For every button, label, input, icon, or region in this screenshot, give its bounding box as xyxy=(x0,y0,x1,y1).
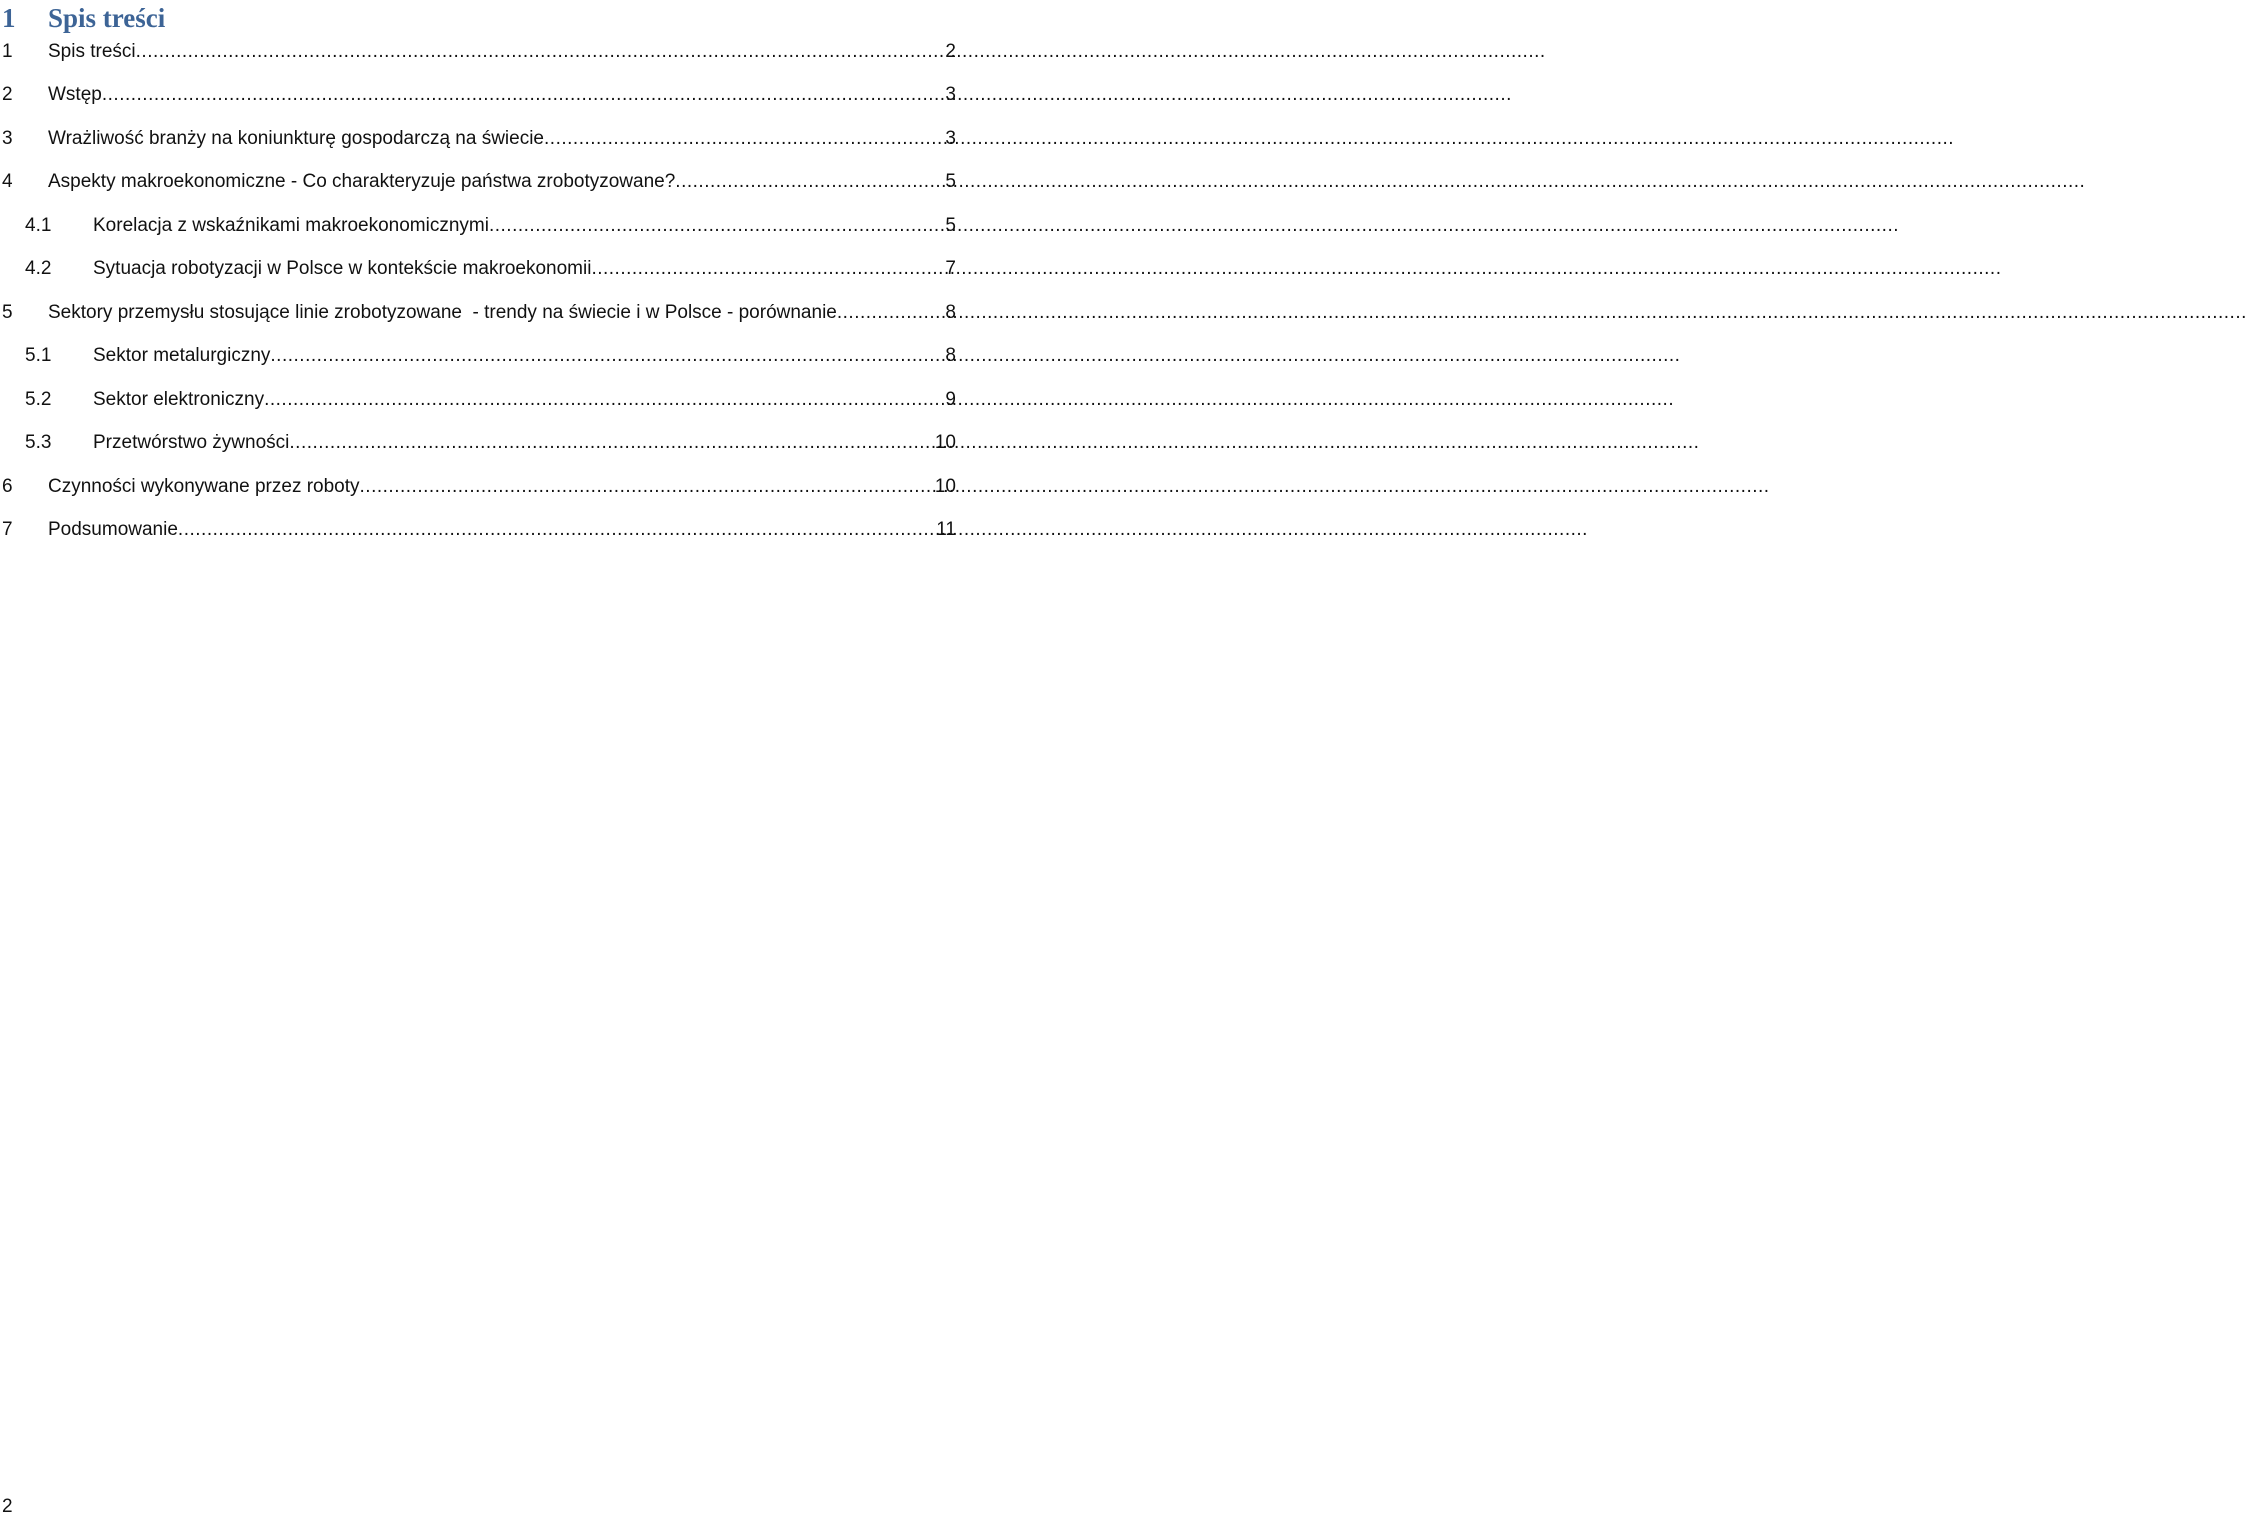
toc-dot-leader xyxy=(289,432,931,454)
toc-entry-number: 5 xyxy=(2,301,13,323)
toc-dot-leader xyxy=(675,171,942,193)
page-number: 2 xyxy=(2,1496,13,1517)
toc-entry-title[interactable]: Spis treści xyxy=(48,40,136,62)
table-of-contents xyxy=(0,30,960,552)
toc-entry-page[interactable]: 3 xyxy=(945,84,956,106)
toc-dot-leader xyxy=(270,345,942,367)
toc-entry-title[interactable]: Korelacja z wskaźnikami makroekonomicznymi xyxy=(93,214,489,236)
toc-entry-page[interactable]: 5 xyxy=(945,214,956,236)
toc-entry-page[interactable]: 8 xyxy=(945,301,956,323)
toc-entry-6[interactable] xyxy=(0,465,960,509)
toc-entry-title[interactable]: Sektory przemysłu stosujące linie zrobotyzowane - trendy na świecie i w Polsce - porównanie xyxy=(48,301,837,323)
toc-entry-title[interactable]: Przetwórstwo żywności xyxy=(93,432,290,454)
toc-entry-page[interactable]: 7 xyxy=(945,258,956,280)
toc-entry-number: 4.2 xyxy=(25,258,52,280)
toc-entry-number: 5.3 xyxy=(25,432,52,454)
toc-entry-number: 7 xyxy=(2,519,13,541)
toc-entry-title[interactable]: Czynności wykonywane przez roboty xyxy=(48,475,360,497)
toc-dot-leader xyxy=(837,302,943,324)
toc-entry-page[interactable]: 10 xyxy=(934,432,956,454)
toc-entry-number: 4 xyxy=(2,171,13,193)
toc-entry-2[interactable] xyxy=(0,74,960,118)
toc-dot-leader xyxy=(264,389,942,411)
toc-entry-number: 4.1 xyxy=(25,214,52,236)
toc-dot-leader xyxy=(102,84,943,106)
toc-dot-leader xyxy=(591,258,942,280)
toc-entry-3[interactable] xyxy=(0,117,960,161)
toc-dot-leader xyxy=(544,128,942,150)
toc-dot-leader xyxy=(178,519,933,541)
toc-entry-5-1[interactable] xyxy=(0,335,960,379)
toc-entry-title[interactable]: Wstęp xyxy=(48,84,102,106)
toc-entry-title[interactable]: Sektor elektroniczny xyxy=(93,388,265,410)
toc-entry-1[interactable] xyxy=(0,30,960,74)
toc-entry-page[interactable]: 3 xyxy=(945,127,956,149)
toc-entry-page[interactable]: 9 xyxy=(945,388,956,410)
toc-entry-5[interactable] xyxy=(0,291,960,335)
toc-entry-page[interactable]: 2 xyxy=(945,40,956,62)
toc-entry-number: 1 xyxy=(2,40,13,62)
toc-entry-title[interactable]: Sytuacja robotyzacji w Polsce w kontekście makroekonomii xyxy=(93,258,592,280)
toc-entry-page[interactable]: 10 xyxy=(934,475,956,497)
toc-entry-number: 2 xyxy=(2,84,13,106)
toc-entry-5-2[interactable] xyxy=(0,378,960,422)
toc-dot-leader xyxy=(136,41,943,63)
toc-entry-number: 3 xyxy=(2,127,13,149)
toc-dot-leader xyxy=(489,215,942,237)
toc-entry-page[interactable]: 8 xyxy=(945,345,956,367)
toc-heading-title: Spis treści xyxy=(48,2,166,33)
toc-heading-number: 1 xyxy=(2,2,16,33)
toc-entry-4-1[interactable] xyxy=(0,204,960,248)
toc-dot-leader xyxy=(360,476,932,498)
toc-entry-title[interactable]: Podsumowanie xyxy=(48,519,178,541)
toc-entry-4[interactable] xyxy=(0,161,960,205)
toc-entry-number: 5.2 xyxy=(25,388,52,410)
toc-entry-number: 5.1 xyxy=(25,345,52,367)
toc-entry-title[interactable]: Wrażliwość branży na koniunkturę gospodarczą na świecie xyxy=(48,127,545,149)
toc-entry-page[interactable]: 5 xyxy=(945,171,956,193)
toc-entry-page[interactable]: 11 xyxy=(936,519,956,541)
toc-entry-title[interactable]: Sektor metalurgiczny xyxy=(93,345,271,367)
toc-entry-title[interactable]: Aspekty makroekonomiczne - Co charakteryzuje państwa zrobotyzowane? xyxy=(48,171,676,193)
toc-entry-5-3[interactable] xyxy=(0,422,960,466)
toc-entry-4-2[interactable] xyxy=(0,248,960,292)
toc-entry-7[interactable] xyxy=(0,509,960,553)
toc-entry-number: 6 xyxy=(2,475,13,497)
